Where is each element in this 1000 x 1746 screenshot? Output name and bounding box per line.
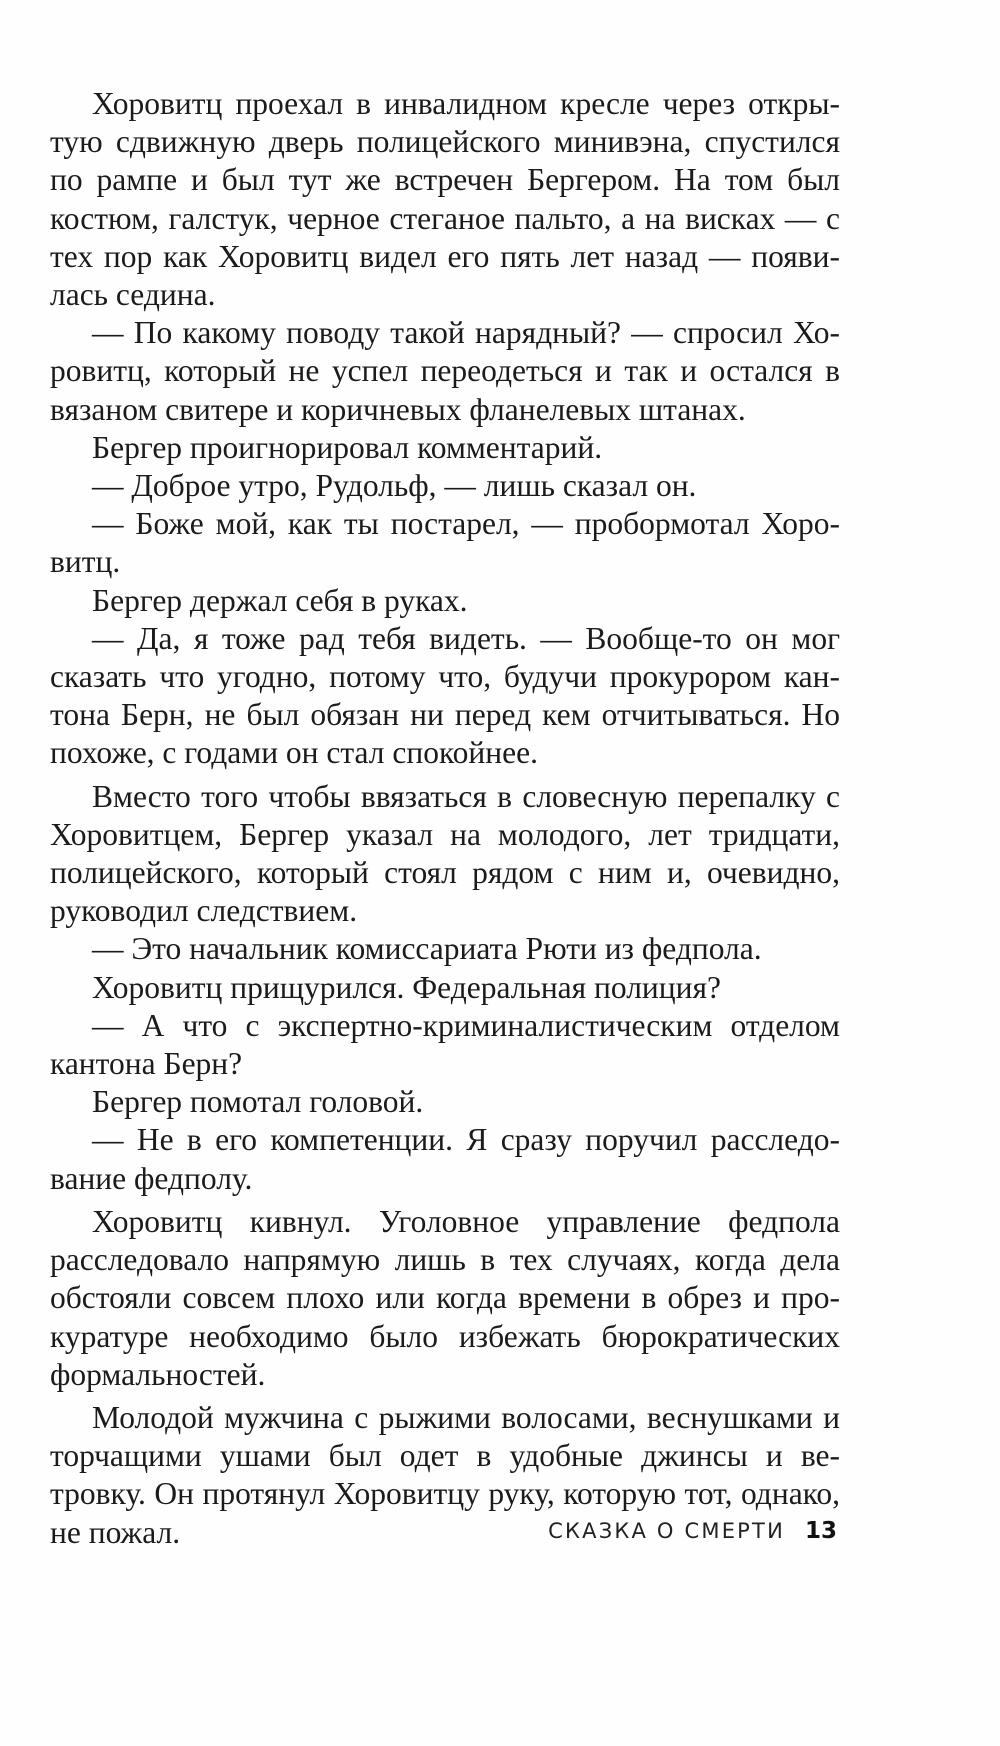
- paragraph-2: — По какому поводу такой нарядный? — спросил Хоровитц, который не успел переодеться и так и остался в вязаном свитере и коричневых фланелевых штанах.: [50, 315, 840, 427]
- paragraph-14: Хоровитц кивнул. Уголовное управление федпола расследовало напрямую лишь в тех случаях, когда дела обстояли совсем плохо или когда времени в обрез и прокуратуре необходимо было избежать бюрократических формальностей.: [50, 1203, 840, 1392]
- paragraph-3: Бергер проигнорировал комментарий.: [92, 429, 603, 465]
- paragraph-8: Вместо того чтобы ввязаться в словесную перепалку с Хоровитцем, Бергер указал на молодого, лет тридцати, полицейского, который стоял рядом с ним и, очевидно, руководил следствием.: [50, 778, 840, 929]
- paragraph-12: Бергер помотал головой.: [92, 1084, 424, 1120]
- paragraph-10: Хоровитц прищурился. Федеральная полиция?: [92, 969, 721, 1005]
- body-text: [50, 85, 840, 1552]
- paragraph-15: Молодой мужчина с рыжими волосами, веснушками и торчащими ушами был одет в удобные джинсы и ветровку. Он протянул Хоровитцу руку, которую тот, однако, не пожал.: [50, 1399, 840, 1550]
- paragraph-13: — Не в его компетенции. Я сразу поручил расследование федполу.: [50, 1122, 840, 1196]
- paragraph-1: Хоровитц проехал в инвалидном кресле через открытую сдвижную дверь полицейского минивэна, спустился по рампе и был тут же встречен Бергером. На том был костюм, галстук, черное стеганое пальто, а на висках — с тех пор как Хоровитц видел его пять лет назад — появилась седина.: [50, 86, 840, 313]
- paragraph-6: Бергер держал себя в руках.: [92, 582, 468, 618]
- paragraph-4: — Доброе утро, Рудольф, — лишь сказал он.: [92, 468, 697, 504]
- paragraph-11: — А что с экспертно-криминалистическим отделом кантона Берн?: [50, 1007, 840, 1082]
- page-footer: [50, 1518, 837, 1544]
- page-number: 13: [804, 1518, 837, 1544]
- paragraph-7: — Да, я тоже рад тебя видеть. — Вообще-то он мог сказать что угодно, потому что, будучи прокурором кантона Берн, не был обязан ни перед кем отчитываться. Но похоже, с годами он стал спокойнее.: [50, 620, 840, 771]
- paragraph-5: — Боже мой, как ты постарел, — пробормотал Хоровитц.: [50, 506, 840, 580]
- paragraph-9: — Это начальник комиссариата Рюти из федпола.: [92, 931, 762, 967]
- running-title: СКАЗКА О СМЕРТИ: [548, 1519, 785, 1543]
